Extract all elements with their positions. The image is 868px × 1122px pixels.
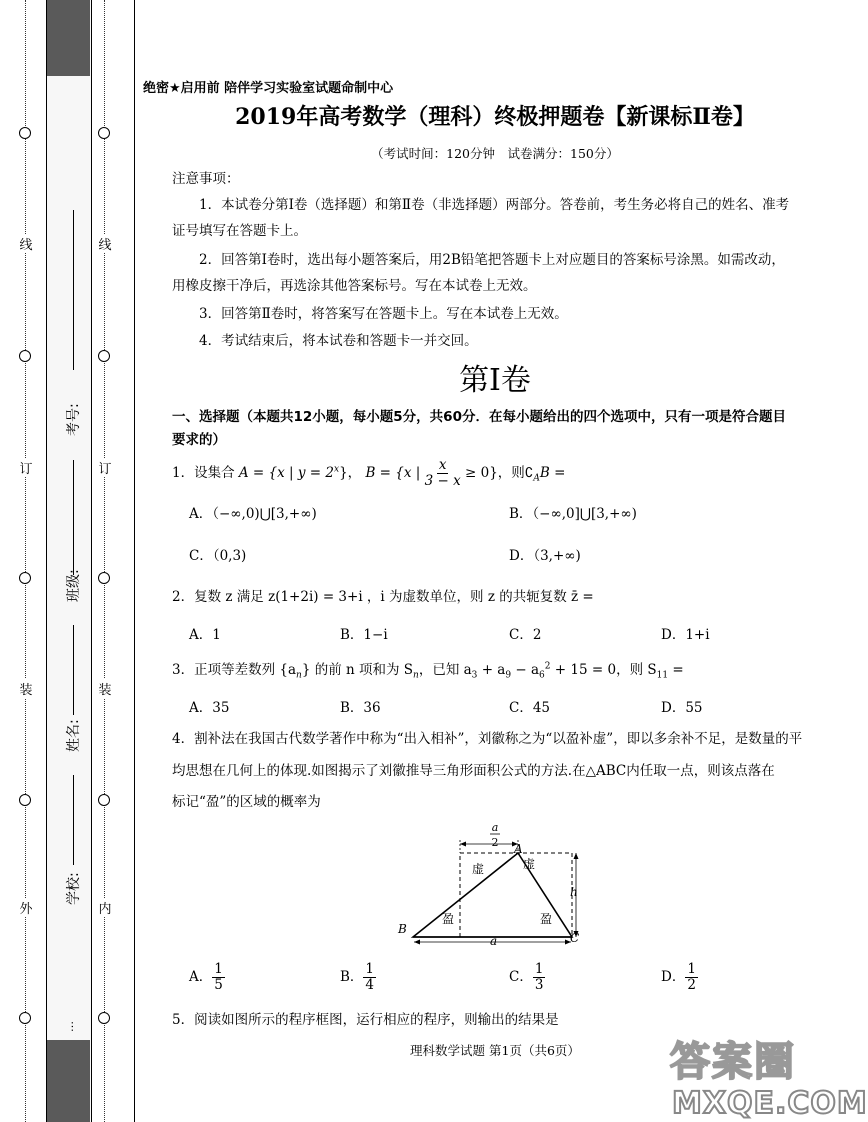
confidential-header: 绝密★启用前 陪伴学习实验室试题命制中心 [143,81,394,96]
margin-mark: 内 [96,898,114,917]
section-heading-cont: 要求的） [172,432,226,448]
note-line: 1．本试卷分第Ⅰ卷（选择题）和第Ⅱ卷（非选择题）两部分。答卷前，考生务必将自己的姓名、准考 [199,197,790,213]
watermark-url: MXQE.COM [672,1086,868,1121]
class-label: 班级: [66,569,82,602]
punch-circle-icon [19,350,31,362]
punch-circle-icon [19,1012,31,1024]
note-line: 3．回答第Ⅱ卷时，将答案写在答题卡上。写在本试卷上无效。 [199,306,568,322]
band-dots: … [63,1021,76,1032]
punch-circle-icon [98,572,110,584]
exam-info: （考试时间：120分钟 试卷满分：150分） [371,146,619,161]
school-label: 学校: [66,872,82,905]
question-4-stem-cont: 标记“盈”的区域的概率为 [172,794,321,810]
class-line[interactable] [73,460,74,575]
figure-xu-right: 虚 [523,857,536,871]
figure-label-a-base: a [490,934,498,948]
punch-circle-icon [98,794,110,806]
notes-heading: 注意事项： [172,171,240,187]
margin-mark: 线 [96,234,114,253]
q4-option-c[interactable]: C． $\frac{1}{3}$ [509,961,544,993]
figure-ying-right: 盈 [540,912,553,926]
punch-circle-icon [19,794,31,806]
margin-mark: 订 [17,458,35,477]
page-footer: 理科数学试题 第1页（共6页） [410,1043,580,1058]
page-title: 2019年高考数学（理科）终极押题卷【新课标Ⅱ卷】 [235,104,755,130]
q2-option-a[interactable]: A．1 [189,627,221,643]
section-heading: 一、选择题（本题共12小题，每小题5分，共60分．在每小题给出的四个选项中，只有一项是符合题目 [172,409,786,425]
punch-circle-icon [98,1012,110,1024]
q2-option-c[interactable]: C．2 [509,627,542,643]
punch-circle-icon [19,127,31,139]
q3-option-c[interactable]: C．45 [509,700,551,716]
figure-label-a-vertex: A [514,842,523,856]
figure-half-a-num: a [491,821,499,834]
student-info-fields [47,0,90,1122]
school-line[interactable] [73,775,74,865]
q1-option-a[interactable]: A．（−∞,0)⋃[3,+∞) [189,506,317,522]
margin-mark: 外 [17,898,35,917]
margin-border-line [134,0,135,1122]
exam-number-label: 考号: [66,403,82,436]
figure-half-a-den: 2 [491,836,499,849]
note-line: 2．回答第Ⅰ卷时，选出每小题答案后，用2B铅笔把答题卡上对应题目的答案标号涂黑。如需改动， [199,252,785,268]
question-3-stem: 3．正项等差数列 $\{a_n\}$ 的前 n 项和为 $S_n$，已知 $a_3 + a_9 - a_6^2 + 15 = 0$，则 $S_{11}$ = [172,661,684,681]
part-title: 第Ⅰ卷 [459,363,531,398]
q3-option-b[interactable]: B．36 [340,700,381,716]
figure-label-c-vertex: C [570,931,580,945]
q4-option-a[interactable]: A． $\frac{1}{5}$ [189,961,223,993]
note-line: 4．考试结束后，将本试卷和答题卡一并交回。 [199,333,478,349]
question-1-stem: 1．设集合 A = {x | $y = 2^x$}， B = {x | $\frac{x}{3 - x}$ ≥ 0}，则$∁_AB$ = [172,457,566,489]
name-label: 姓名: [66,719,82,752]
exam-number-line[interactable] [73,210,74,370]
q2-option-d[interactable]: D．1+i [661,627,710,643]
margin-mark: 线 [17,234,35,253]
figure-label-b-vertex: B [398,922,407,936]
punch-circle-icon [98,350,110,362]
q1-option-b[interactable]: B．（−∞,0]⋃[3,+∞) [509,506,637,522]
q4-option-d[interactable]: D． $\frac{1}{2}$ [661,961,696,993]
inner-binding-strip [92,0,118,1122]
margin-mark: 装 [17,679,35,698]
q4-option-b[interactable]: B． $\frac{1}{4}$ [340,961,375,993]
figure-xu-left: 虚 [472,862,485,876]
outer-binding-strip [13,0,39,1122]
question-4-stem: 4．割补法在我国古代数学著作中称为“出入相补”，刘徽称之为“以盈补虚”，即以多余补不足，是数量的平 [172,731,803,747]
note-line: 用橡皮擦干净后，再选涂其他答案标号。写在本试卷上无效。 [172,278,537,294]
fraction: $\frac{x}{3 - x}$ [424,457,461,489]
question-4-stem-cont: 均思想在几何上的体现.如图揭示了刘徽推导三角形面积公式的方法.在△ABC内任取一点，则该点落在 [172,763,775,779]
q3-option-a[interactable]: A．35 [189,700,230,716]
q1-option-c[interactable]: C．（0,3) [189,548,247,564]
q1-option-d[interactable]: D．（3,+∞) [509,548,581,564]
punch-circle-icon [19,572,31,584]
name-line[interactable] [73,625,74,715]
question-2-stem: 2．复数 z 满足 z(1+2i) = 3+i ，i 为虚数单位，则 z 的共轭复数 z̄ = [172,589,594,605]
q3-option-d[interactable]: D．55 [661,700,703,716]
question-5-stem: 5．阅读如图所示的程序框图，运行相应的程序，则输出的结果是 [172,1012,559,1028]
margin-mark: 订 [96,458,114,477]
watermark-cn: 答案圈 [670,1039,796,1085]
note-line: 证号填写在答题卡上。 [172,223,307,239]
triangle-figure [390,820,600,950]
q2-option-b[interactable]: B．1−i [340,627,388,643]
margin-mark: 装 [96,679,114,698]
punch-circle-icon [98,127,110,139]
figure-ying-left: 盈 [442,912,455,926]
figure-label-h: h [570,885,578,899]
